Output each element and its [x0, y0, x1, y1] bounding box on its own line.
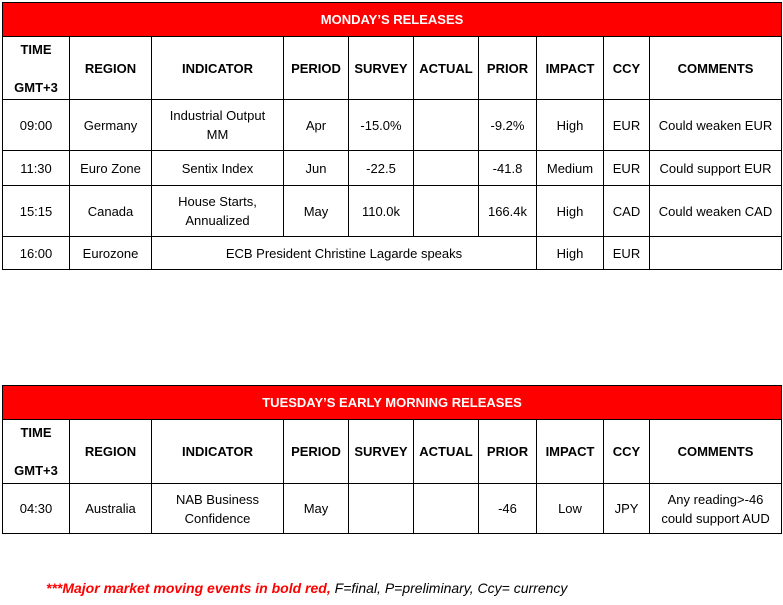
- cell-ccy: EUR: [604, 151, 650, 186]
- header-ccy: CCY: [604, 37, 650, 100]
- header-timezone-label: GMT+3: [14, 463, 58, 478]
- cell-survey: -22.5: [349, 151, 414, 186]
- indicator-line: NAB Business: [175, 491, 260, 507]
- cell-indicator: [152, 484, 284, 534]
- cell-region: Canada: [70, 186, 152, 237]
- header-timezone-label: GMT+3: [14, 79, 58, 95]
- header-indicator: INDICATOR: [152, 420, 284, 484]
- cell-actual: [414, 484, 479, 534]
- header-impact: IMPACT: [537, 420, 604, 484]
- cell-comments: Could weaken EUR: [650, 100, 782, 151]
- indicator-line: Confidence: [184, 510, 251, 526]
- cell-indicator: [152, 100, 284, 151]
- monday-title: MONDAY’S RELEASES: [3, 3, 782, 37]
- cell-time: 11:30: [3, 151, 70, 186]
- cell-impact: High: [537, 186, 604, 237]
- cell-prior: -9.2%: [479, 100, 537, 151]
- header-time-label: TIME: [20, 425, 52, 440]
- cell-comments: [650, 484, 782, 534]
- cell-time: 09:00: [3, 100, 70, 151]
- cell-period: May: [284, 484, 349, 534]
- cell-region: Germany: [70, 100, 152, 151]
- table-row: [3, 484, 782, 534]
- cell-ccy: JPY: [604, 484, 650, 534]
- cell-ccy: CAD: [604, 186, 650, 237]
- header-time-label: TIME: [20, 41, 52, 57]
- indicator-line: MM: [206, 127, 229, 142]
- cell-indicator: [152, 186, 284, 237]
- header-prior: PRIOR: [479, 37, 537, 100]
- cell-impact: High: [537, 100, 604, 151]
- header-actual: ACTUAL: [414, 37, 479, 100]
- cell-comments: Could support EUR: [650, 151, 782, 186]
- cell-actual: [414, 186, 479, 237]
- table-row: [3, 237, 782, 270]
- table-row: [3, 100, 782, 151]
- header-period: PERIOD: [284, 420, 349, 484]
- cell-ccy: EUR: [604, 100, 650, 151]
- footer-legend: F=final, P=preliminary, Ccy= currency: [330, 580, 568, 596]
- monday-releases-table: [2, 2, 782, 270]
- footer-highlight: ***Major market moving events in bold red,: [46, 580, 331, 596]
- cell-survey: [349, 484, 414, 534]
- header-impact: IMPACT: [537, 37, 604, 100]
- cell-comments: Could weaken CAD: [650, 186, 782, 237]
- tuesday-releases-table: [2, 385, 782, 534]
- header-time: [3, 37, 70, 100]
- header-period: PERIOD: [284, 37, 349, 100]
- cell-impact: Low: [537, 484, 604, 534]
- cell-impact: Medium: [537, 151, 604, 186]
- cell-indicator: Sentix Index: [152, 151, 284, 186]
- cell-prior: -46: [479, 484, 537, 534]
- indicator-line: Annualized: [185, 213, 250, 228]
- cell-period: May: [284, 186, 349, 237]
- cell-impact: High: [537, 237, 604, 270]
- cell-time: 16:00: [3, 237, 70, 270]
- header-time: [3, 420, 70, 484]
- cell-ccy: EUR: [604, 237, 650, 270]
- cell-region: Australia: [70, 484, 152, 534]
- header-ccy: CCY: [604, 420, 650, 484]
- cell-prior: -41.8: [479, 151, 537, 186]
- cell-survey: 110.0k: [349, 186, 414, 237]
- cell-time: 04:30: [3, 484, 70, 534]
- table-row: [3, 151, 782, 186]
- header-prior: PRIOR: [479, 420, 537, 484]
- header-indicator: INDICATOR: [152, 37, 284, 100]
- tuesday-title: TUESDAY’S EARLY MORNING RELEASES: [3, 386, 782, 420]
- header-survey: SURVEY: [349, 420, 414, 484]
- comments-line: could support AUD: [661, 510, 770, 526]
- cell-period: Jun: [284, 151, 349, 186]
- cell-actual: [414, 151, 479, 186]
- cell-time: 15:15: [3, 186, 70, 237]
- header-survey: SURVEY: [349, 37, 414, 100]
- footer-note: [46, 580, 567, 596]
- cell-period: Apr: [284, 100, 349, 151]
- header-comments: COMMENTS: [650, 420, 782, 484]
- indicator-line: Industrial Output: [169, 108, 266, 123]
- cell-comments: [650, 237, 782, 270]
- header-comments: COMMENTS: [650, 37, 782, 100]
- cell-survey: -15.0%: [349, 100, 414, 151]
- header-region: REGION: [70, 420, 152, 484]
- cell-prior: 166.4k: [479, 186, 537, 237]
- header-actual: ACTUAL: [414, 420, 479, 484]
- table-row: [3, 186, 782, 237]
- cell-event: ECB President Christine Lagarde speaks: [152, 237, 537, 270]
- cell-region: Euro Zone: [70, 151, 152, 186]
- comments-line: Any reading>-46: [667, 491, 764, 507]
- cell-region: Eurozone: [70, 237, 152, 270]
- header-region: REGION: [70, 37, 152, 100]
- indicator-line: House Starts,: [178, 194, 257, 209]
- cell-actual: [414, 100, 479, 151]
